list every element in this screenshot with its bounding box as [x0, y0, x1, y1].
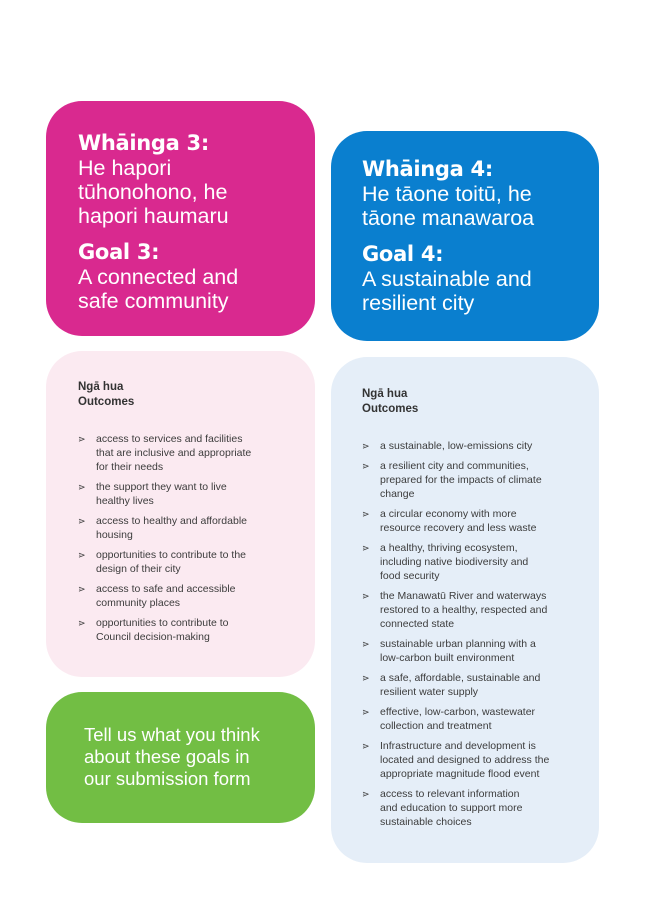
- outcome-item-line: community places: [96, 597, 181, 609]
- goal-3-maori-text: [78, 156, 297, 228]
- outcome-item-line: effective, low-carbon, wastewater: [380, 706, 536, 718]
- outcome-item-line: access to services and facilities: [96, 433, 243, 445]
- goal-4-english-text: [362, 267, 585, 315]
- outcome-item-line: food security: [380, 570, 440, 582]
- outcome-item: [78, 548, 299, 576]
- outcomes-4-list: [362, 439, 585, 829]
- outcomes-4-title-english: Outcomes: [362, 403, 419, 415]
- submission-cta-text: [84, 724, 303, 790]
- cta-line: about these goals in: [84, 746, 250, 767]
- goal-3-maori-line: hapori haumaru: [78, 204, 229, 228]
- double-chevron-right-icon: ⋗: [362, 707, 370, 717]
- outcome-item-line: the Manawatū River and waterways: [380, 590, 547, 602]
- goal-4-maori-line: He tāone toitū, he: [362, 182, 532, 206]
- outcome-item-line: sustainable urban planning with a: [380, 638, 536, 650]
- double-chevron-right-icon: ⋗: [78, 516, 86, 526]
- outcome-item: [78, 582, 299, 610]
- outcome-item: [362, 541, 585, 583]
- goal-3-maori-line: He hapori: [78, 156, 172, 180]
- double-chevron-right-icon: ⋗: [362, 591, 370, 601]
- outcomes-4-title: [362, 387, 585, 417]
- outcome-item-line: connected state: [380, 618, 455, 630]
- outcome-item-line: a resilient city and communities,: [380, 460, 529, 472]
- outcomes-3-title-english: Outcomes: [78, 396, 135, 408]
- double-chevron-right-icon: ⋗: [362, 673, 370, 683]
- outcome-item: [78, 616, 299, 644]
- outcome-item: [362, 459, 585, 501]
- outcome-item-line: change: [380, 488, 415, 500]
- goal-4-maori-text: [362, 182, 585, 230]
- outcome-item-line: a circular economy with more: [380, 508, 517, 520]
- outcomes-3-title-maori: Ngā hua: [78, 381, 124, 393]
- goal-4-english-line: resilient city: [362, 291, 475, 315]
- cta-line: Tell us what you think: [84, 724, 260, 745]
- double-chevron-right-icon: ⋗: [78, 550, 86, 560]
- outcome-item-line: resource recovery and less waste: [380, 522, 537, 534]
- outcome-item-line: Infrastructure and development is: [380, 740, 536, 752]
- outcome-item-line: that are inclusive and appropriate: [96, 447, 252, 459]
- outcome-item-line: located and designed to address the: [380, 754, 550, 766]
- double-chevron-right-icon: ⋗: [78, 482, 86, 492]
- goal-3-card: [46, 101, 315, 336]
- goal-3-english-text: [78, 265, 297, 313]
- outcome-item-line: prepared for the impacts of climate: [380, 474, 542, 486]
- outcome-item: [362, 507, 585, 535]
- outcome-item: [362, 787, 585, 829]
- outcome-item-line: collection and treatment: [380, 720, 492, 732]
- double-chevron-right-icon: ⋗: [362, 741, 370, 751]
- double-chevron-right-icon: ⋗: [362, 461, 370, 471]
- outcome-item-line: and education to support more: [380, 802, 523, 814]
- double-chevron-right-icon: ⋗: [78, 584, 86, 594]
- double-chevron-right-icon: ⋗: [78, 618, 86, 628]
- double-chevron-right-icon: ⋗: [78, 434, 86, 444]
- outcomes-3-title: [78, 380, 299, 410]
- submission-cta-card[interactable]: [46, 692, 315, 823]
- goal-3-english-line: A connected and: [78, 265, 239, 289]
- outcome-item-line: a sustainable, low-emissions city: [380, 440, 533, 452]
- outcome-item-line: the support they want to live: [96, 481, 227, 493]
- outcome-item-line: sustainable choices: [380, 816, 472, 828]
- goal-4-card: [331, 131, 599, 341]
- outcome-item-line: access to safe and accessible: [96, 583, 236, 595]
- double-chevron-right-icon: ⋗: [362, 789, 370, 799]
- outcome-item: [362, 589, 585, 631]
- outcome-item-line: housing: [96, 529, 133, 541]
- outcome-item-line: a healthy, thriving ecosystem,: [380, 542, 518, 554]
- outcome-item-line: access to relevant information: [380, 788, 520, 800]
- outcome-item-line: for their needs: [96, 461, 164, 473]
- outcome-item-line: healthy lives: [96, 495, 154, 507]
- goal-4-maori-line: tāone manawaroa: [362, 206, 535, 230]
- outcome-item: [362, 705, 585, 733]
- outcome-item-line: opportunities to contribute to the: [96, 549, 247, 561]
- outcome-item-line: access to healthy and affordable: [96, 515, 247, 527]
- outcome-item: [362, 439, 585, 453]
- goal-3-english-line: safe community: [78, 289, 229, 313]
- goal-3-outcomes-card: [46, 351, 315, 677]
- outcome-item: [78, 480, 299, 508]
- outcome-item: [78, 514, 299, 542]
- goal-4-outcomes-card: [331, 357, 599, 863]
- goal-4-maori-heading: Whāinga 4:: [362, 157, 493, 181]
- goal-3-maori-heading: Whāinga 3:: [78, 131, 209, 155]
- outcome-item: [362, 671, 585, 699]
- double-chevron-right-icon: ⋗: [362, 639, 370, 649]
- outcome-item-line: opportunities to contribute to: [96, 617, 229, 629]
- outcome-item-line: a safe, affordable, sustainable and: [380, 672, 541, 684]
- outcome-item-line: low-carbon built environment: [380, 652, 515, 664]
- cta-line: our submission form: [84, 768, 251, 789]
- outcome-item-line: restored to a healthy, respected and: [380, 604, 548, 616]
- outcomes-4-title-maori: Ngā hua: [362, 388, 408, 400]
- goal-4-english-heading: Goal 4:: [362, 242, 444, 266]
- double-chevron-right-icon: ⋗: [362, 543, 370, 553]
- outcome-item-line: appropriate magnitude flood event: [380, 768, 540, 780]
- goal-3-english-heading: Goal 3:: [78, 240, 160, 264]
- outcome-item-line: Council decision-making: [96, 631, 210, 643]
- outcome-item: [78, 432, 299, 474]
- outcome-item: [362, 637, 585, 665]
- double-chevron-right-icon: ⋗: [362, 441, 370, 451]
- goal-3-maori-line: tūhonohono, he: [78, 180, 228, 204]
- double-chevron-right-icon: ⋗: [362, 509, 370, 519]
- outcome-item-line: resilient water supply: [380, 686, 479, 698]
- outcomes-3-list: [78, 432, 299, 644]
- outcome-item-line: including native biodiversity and: [380, 556, 529, 568]
- goal-4-english-line: A sustainable and: [362, 267, 532, 291]
- outcome-item-line: design of their city: [96, 563, 181, 575]
- outcome-item: [362, 739, 585, 781]
